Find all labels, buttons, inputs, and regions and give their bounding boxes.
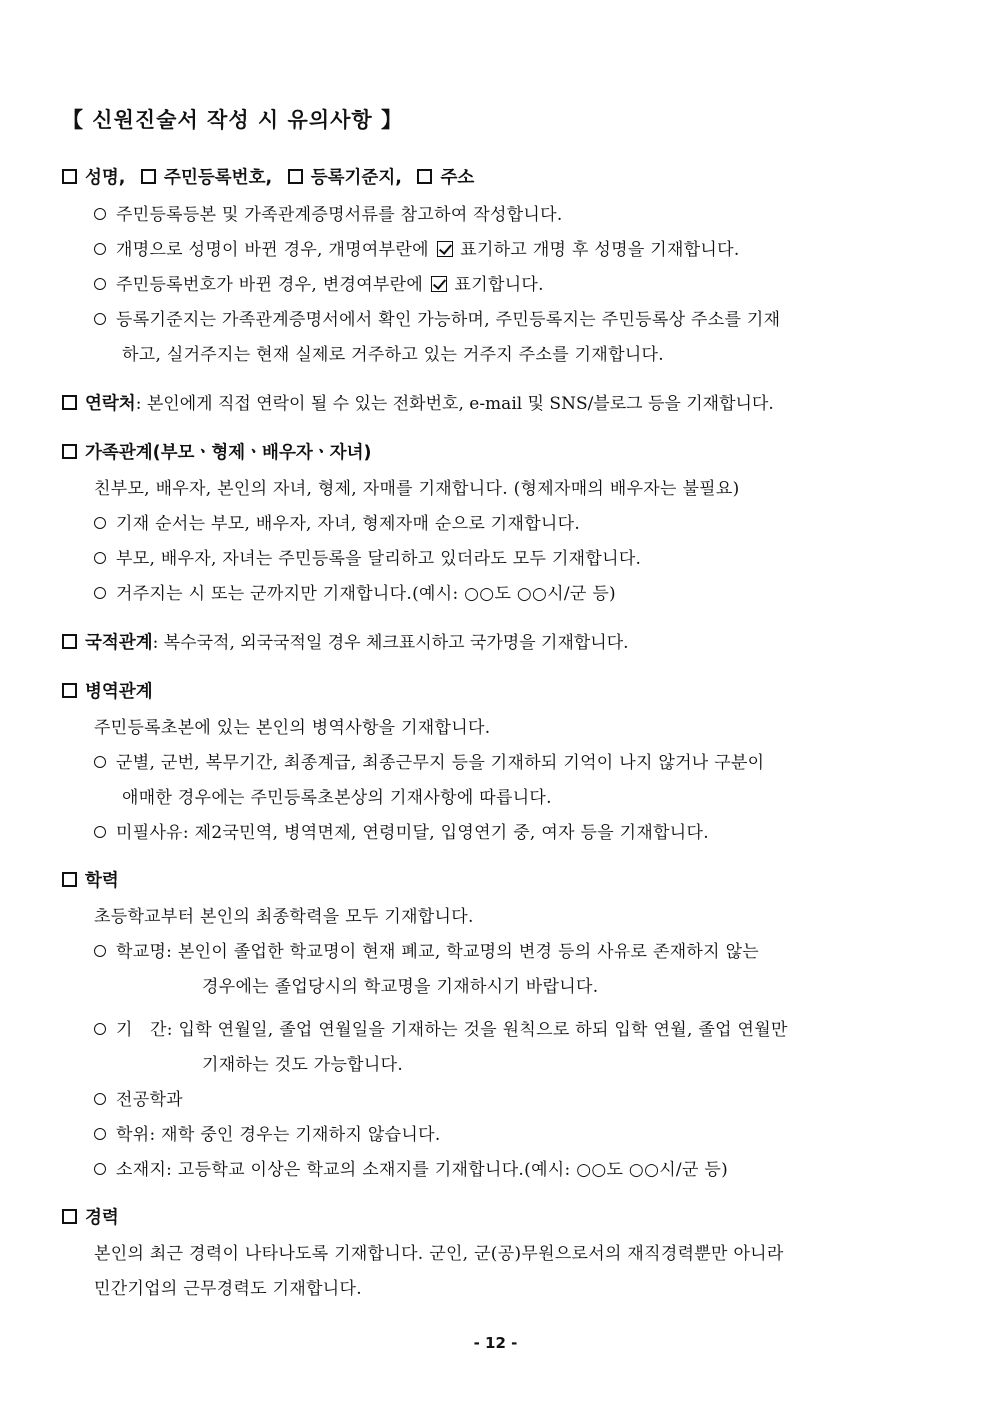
list-item: 군별, 군번, 복무기간, 최종계급, 최종근무지 등을 기재하되 기억이 나지 않거나 구분이 [94,748,764,773]
checkbox-icon [62,444,77,459]
page-number: - 12 - [473,1334,518,1352]
list-item: 전공학과 [94,1085,183,1110]
paragraph: 초등학교부터 본인의 최종학력을 모두 기재합니다. [94,907,474,927]
circle-bullet-icon [94,517,106,529]
paragraph: 주민등록초본에 있는 본인의 병역사항을 기재합니다. [94,718,491,738]
circle-bullet-icon [94,243,106,255]
checkbox-icon [62,395,77,410]
circle-bullet-icon [94,1163,106,1175]
list-item-continuation: 애매한 경우에는 주민등록초본상의 기재사항에 따릅니다. [122,788,552,808]
circle-bullet-icon [94,278,106,290]
list-item-continuation: 기재하는 것도 가능합니다. [202,1055,404,1075]
list-item: 거주지는 시 또는 군까지만 기재합니다.(예시: ○○도 ○○시/군 등) [94,579,616,604]
section-heading-contact: 연락처: 본인에게 직접 연락이 될 수 있는 전화번호, e-mail 및 SNS/블로그 등을 기재합니다. [62,389,774,415]
checkbox-icon [288,169,303,184]
checkbox-icon [62,683,77,698]
checkbox-icon [141,169,156,184]
section-heading-identity: 성명, 주민등록번호, 등록기준지, 주소 [62,164,474,189]
list-item: 기 간: 입학 연월일, 졸업 연월일을 기재하는 것을 원칙으로 하되 입학 연월, 졸업 연월만 [94,1015,788,1040]
checked-box-icon [437,241,453,257]
checkbox-icon [62,1209,77,1224]
checked-box-icon [431,276,447,292]
section-heading-education: 학력 [62,867,119,892]
circle-bullet-icon [94,587,106,599]
list-item: 학교명: 본인이 졸업한 학교명이 현재 폐교, 학교명의 변경 등의 사유로 존재하지 않는 [94,937,759,962]
section-heading-nationality: 국적관계: 복수국적, 외국국적일 경우 체크표시하고 국가명을 기재합니다. [62,628,629,654]
paragraph: 본인의 최근 경력이 나타나도록 기재합니다. 군인, 군(공)무원으로서의 재직경력뿐만 아니라 [94,1244,784,1264]
checkbox-icon [417,169,432,184]
checkbox-icon [62,169,77,184]
list-item: 부모, 배우자, 자녀는 주민등록을 달리하고 있더라도 모두 기재합니다. [94,544,641,569]
list-item: 기재 순서는 부모, 배우자, 자녀, 형제자매 순으로 기재합니다. [94,509,580,534]
list-item: 미필사유: 제2국민역, 병역면제, 연령미달, 입영연기 중, 여자 등을 기재합니다. [94,818,709,843]
circle-bullet-icon [94,552,106,564]
checkbox-icon [62,634,77,649]
section-heading-career: 경력 [62,1204,119,1229]
circle-bullet-icon [94,313,106,325]
list-item: 소재지: 고등학교 이상은 학교의 소재지를 기재합니다.(예시: ○○도 ○○시/군 등) [94,1155,728,1180]
list-item: 주민등록등본 및 가족관계증명서류를 참고하여 작성합니다. [94,200,563,225]
paragraph: 민간기업의 근무경력도 기재합니다. [94,1279,362,1299]
list-item: 주민등록번호가 바뀐 경우, 변경여부란에 표기합니다. [94,270,544,295]
circle-bullet-icon [94,1128,106,1140]
list-item-continuation: 경우에는 졸업당시의 학교명을 기재하시기 바랍니다. [202,977,599,997]
checkbox-icon [62,872,77,887]
list-item: 학위: 재학 중인 경우는 기재하지 않습니다. [94,1120,441,1145]
list-item: 등록기준지는 가족관계증명서에서 확인 가능하며, 주민등록지는 주민등록상 주소를 기재 [94,305,780,330]
document-title: 【 신원진술서 작성 시 유의사항 】 [62,108,403,132]
section-heading-family: 가족관계(부모ㆍ형제ㆍ배우자ㆍ자녀) [62,439,371,464]
paragraph: 친부모, 배우자, 본인의 자녀, 형제, 자매를 기재합니다. (형제자매의 배우자는 불필요) [94,479,740,499]
circle-bullet-icon [94,756,106,768]
circle-bullet-icon [94,826,106,838]
circle-bullet-icon [94,1093,106,1105]
circle-bullet-icon [94,1023,106,1035]
circle-bullet-icon [94,208,106,220]
circle-bullet-icon [94,945,106,957]
list-item-continuation: 하고, 실거주지는 현재 실제로 거주하고 있는 거주지 주소를 기재합니다. [122,345,664,365]
list-item: 개명으로 성명이 바뀐 경우, 개명여부란에 표기하고 개명 후 성명을 기재합니다. [94,235,740,260]
section-heading-military: 병역관계 [62,678,153,703]
